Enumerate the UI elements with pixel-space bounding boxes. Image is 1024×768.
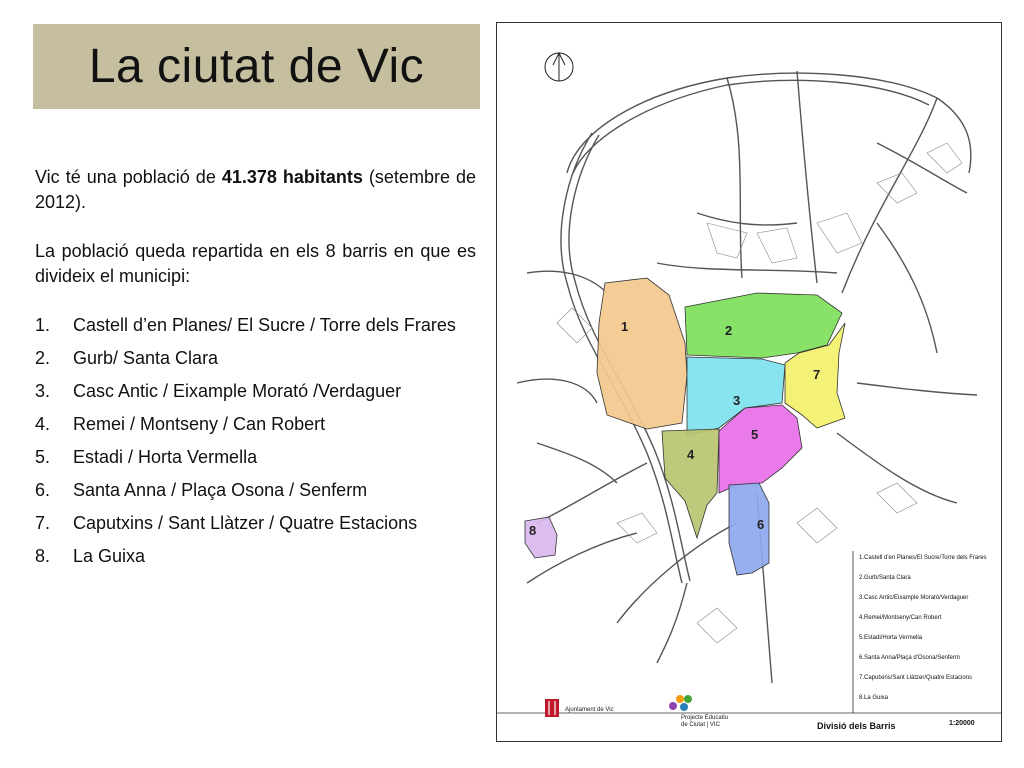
district-label-8: 8: [529, 523, 537, 538]
legend-item-7: 7.Caputxins/Sant Llàtzer/Quatre Estacions: [859, 675, 973, 681]
district-label-5: 5: [751, 427, 759, 442]
barri-item: [35, 511, 476, 536]
barri-name: Santa Anna / Plaça Osona / Senferm: [73, 480, 368, 500]
projecte-educatiu-logo-icon: [669, 695, 692, 711]
legend-item-1: 1.Castell d'en Planes/El Sucre/Torre dels Frares: [859, 555, 987, 561]
district-label-4: 4: [687, 447, 695, 462]
barri-number: 6.: [35, 480, 51, 500]
population-figure: 41.378 habitants: [221, 167, 363, 187]
barri-name: Estadi / Horta Vermella: [73, 447, 258, 467]
legend-item-3: 3.Casc Antic/Eixample Morató/Verdaguer: [859, 595, 969, 601]
barri-item: [35, 313, 476, 338]
population-paragraph: [35, 165, 476, 215]
district-4: [662, 429, 719, 538]
legend-item-4: 4.Remei/Montseny/Can Robert: [859, 615, 942, 621]
district-label-1: 1: [621, 319, 629, 334]
district-map: [496, 22, 1002, 742]
barri-number: 1.: [35, 315, 51, 335]
district-label-3: 3: [733, 393, 741, 408]
ajuntament-logo-icon: [545, 699, 559, 717]
district-label-7: 7: [813, 367, 821, 382]
barri-number: 7.: [35, 513, 51, 533]
barri-item: [35, 379, 476, 404]
barri-item: [35, 478, 476, 503]
population-pre: Vic té una població de: [35, 167, 222, 187]
legend-item-6: 6.Santa Anna/Plaça d'Osona/Senferm: [859, 655, 960, 661]
map-scale: 1:20000: [949, 720, 975, 727]
barri-name: Caputxins / Sant Llàtzer / Quatre Estacions: [73, 513, 418, 533]
barri-number: 4.: [35, 414, 51, 434]
barri-number: 5.: [35, 447, 51, 467]
map-legend: [853, 551, 993, 713]
legend-item-2: 2.Gurb/Santa Clara: [859, 575, 911, 581]
barri-name: Castell d’en Planes/ El Sucre / Torre dels Frares: [73, 315, 456, 335]
barri-number: 3.: [35, 381, 51, 401]
barri-item: [35, 346, 476, 371]
text-column: [35, 165, 476, 577]
ajuntament-name: Ajuntament de Vic: [565, 707, 614, 713]
legend-item-8: 8.La Guixa: [859, 695, 889, 701]
page-title: La ciutat de Vic: [88, 40, 425, 93]
intro-paragraph: La població queda repartida en els 8 barris en que es divideix el municipi:: [35, 241, 476, 286]
barri-item: [35, 445, 476, 470]
map-svg: [497, 23, 1001, 741]
legend-item-5: 5.Estadi/Horta Vermella: [859, 635, 923, 641]
barri-number: 8.: [35, 546, 51, 566]
barri-number: 2.: [35, 348, 51, 368]
district-label-6: 6: [757, 517, 765, 532]
district-label-2: 2: [725, 323, 733, 338]
title-box: [33, 24, 480, 109]
barri-item: [35, 412, 476, 437]
district-1: [597, 278, 687, 429]
map-title: Divisió dels Barris: [817, 721, 896, 731]
barris-list: [35, 313, 476, 569]
barri-name: Remei / Montseny / Can Robert: [73, 414, 326, 434]
barri-name: Casc Antic / Eixample Morató /Verdaguer: [73, 381, 402, 401]
projecte-line-1: Projecte Educatiu: [681, 715, 729, 721]
population-post: (setembre de 2012).: [35, 167, 476, 212]
projecte-line-2: de Ciutat | VIC: [681, 722, 720, 728]
barri-name: La Guixa: [73, 546, 146, 566]
barri-name: Gurb/ Santa Clara: [73, 348, 219, 368]
north-arrow-icon: [545, 53, 573, 81]
districts: [525, 278, 845, 575]
barri-item: [35, 544, 476, 569]
